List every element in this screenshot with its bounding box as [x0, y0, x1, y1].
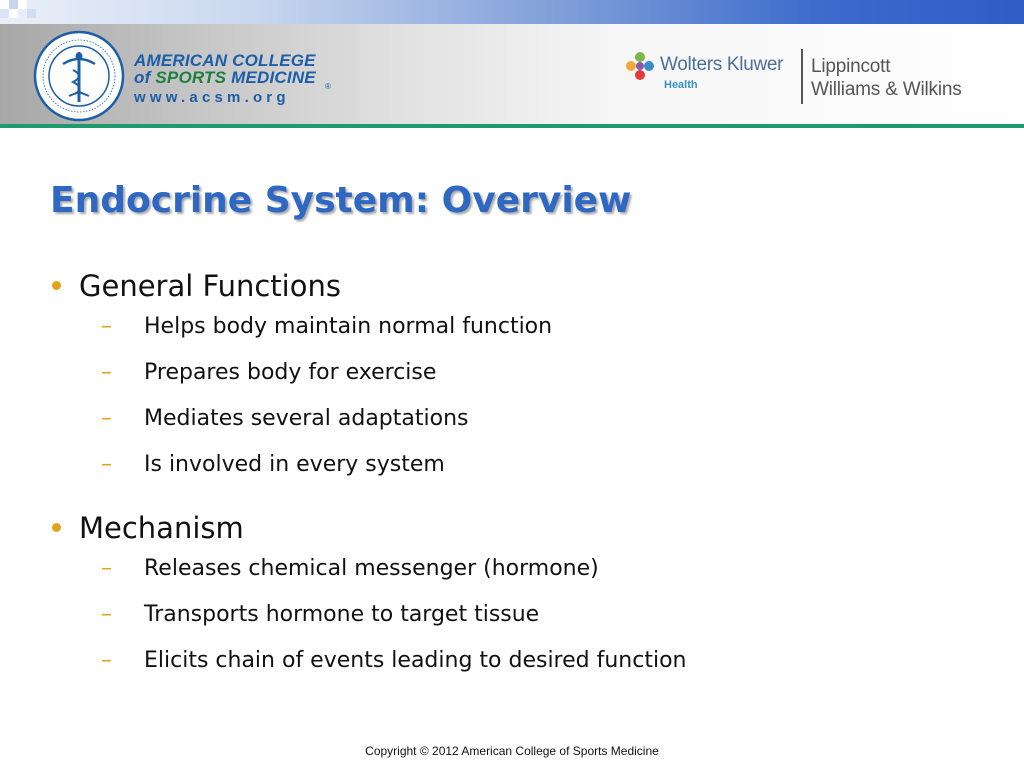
list-item-text: Releases chemical messenger (hormone) [144, 556, 599, 581]
dash-icon: – [101, 452, 112, 477]
section-general-functions [50, 266, 990, 494]
list-item [50, 598, 990, 644]
dash-icon: – [101, 602, 112, 627]
acsm-url: www.acsm.org [134, 89, 290, 106]
registered-mark: ® [325, 82, 331, 91]
bullet-heading-text: General Functions [79, 269, 341, 303]
acsm-name [134, 52, 316, 86]
section-mechanism [50, 508, 990, 690]
corner-square [9, 9, 18, 18]
bullet-heading [50, 508, 990, 548]
acsm-name-line1: AMERICAN COLLEGE [134, 51, 316, 70]
dash-icon: – [101, 406, 112, 431]
acsm-medicine: MEDICINE [231, 68, 316, 87]
bullet-heading-text: Mechanism [79, 511, 244, 545]
header-divider [0, 124, 1024, 128]
wolters-kluwer-name: Wolters Kluwer [660, 54, 784, 75]
list-item-text: Mediates several adaptations [144, 406, 469, 431]
lww-name [811, 55, 962, 101]
wolters-kluwer-health: Health [664, 79, 698, 91]
acsm-seal-icon [33, 30, 125, 122]
lww-line2: Williams & Wilkins [811, 79, 962, 100]
list-item [50, 552, 990, 598]
corner-square [18, 0, 27, 9]
list-item [50, 402, 990, 448]
top-gradient-bar [0, 0, 1024, 24]
acsm-name-line2 [134, 69, 316, 86]
list-item-text: Transports hormone to target tissue [144, 602, 540, 627]
section-gap [50, 494, 990, 508]
bullet-heading [50, 266, 990, 306]
list-item-text: Is involved in every system [144, 452, 445, 477]
list-item [50, 448, 990, 494]
copyright-footer: Copyright © 2012 American College of Sports Medicine [365, 744, 659, 758]
list-item [50, 356, 990, 402]
list-item-text: Elicits chain of events leading to desired function [144, 648, 687, 673]
list-item [50, 310, 990, 356]
corner-square [9, 0, 18, 9]
dash-icon: – [101, 360, 112, 385]
dash-icon: – [101, 648, 112, 673]
list-item [50, 644, 990, 690]
bullet-dot-icon [52, 523, 61, 532]
bullet-dot-icon [52, 281, 61, 290]
wolters-kluwer-logo-icon [625, 51, 655, 81]
dash-icon: – [101, 314, 112, 339]
acsm-of: of [134, 68, 151, 87]
publisher-divider [801, 49, 803, 104]
sub-list [50, 310, 990, 494]
sub-list [50, 552, 990, 690]
slide-body [50, 266, 990, 690]
dash-icon: – [101, 556, 112, 581]
lww-line1: Lippincott [811, 56, 891, 77]
list-item-text: Prepares body for exercise [144, 360, 437, 385]
acsm-sports: SPORTS [155, 68, 227, 87]
corner-square [27, 9, 36, 18]
list-item-text: Helps body maintain normal function [144, 314, 553, 339]
corner-square [0, 9, 9, 18]
corner-square [0, 0, 9, 9]
slide-title: Endocrine System: Overview [50, 180, 632, 221]
